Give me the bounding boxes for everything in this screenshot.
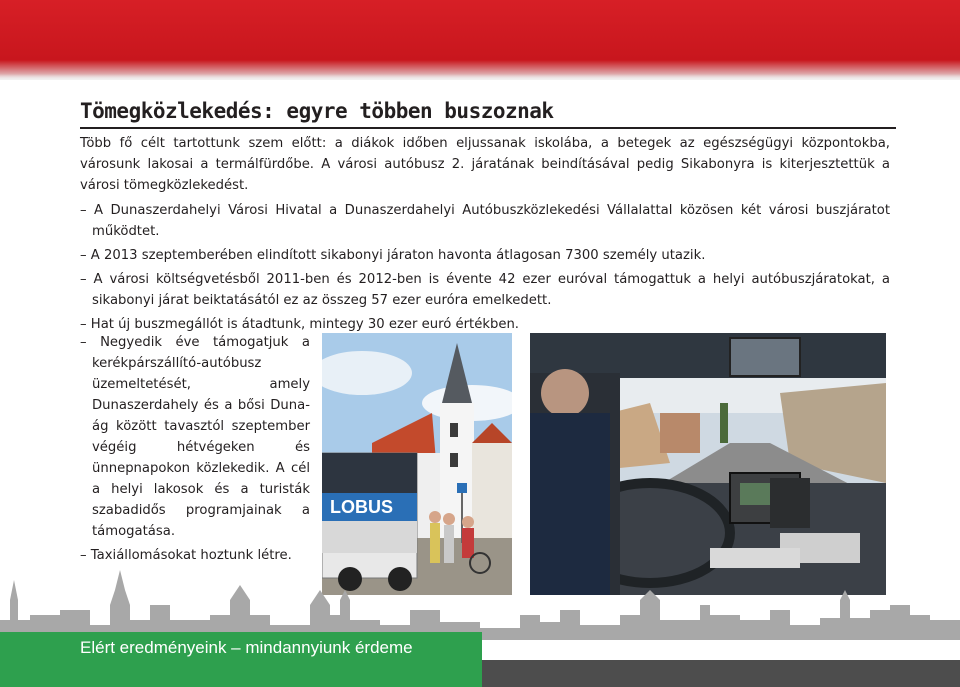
city-skyline	[0, 560, 960, 640]
photo-bus-driver	[530, 333, 886, 595]
bullet-item: – A 2013 szeptemberében elindított sikabonyi járaton havonta átlagosan 7300 személy utazik.	[80, 248, 706, 263]
driver-view-illustration	[530, 333, 886, 595]
bullet-list	[80, 200, 890, 338]
intro-paragraph: Több fő célt tartottunk szem előtt: a diákok időben eljussanak iskolába, a betegek az egészségügyi központokba, városunk lakosai a termálfürdőbe. A városi autóbusz 2. járatának beindításával pedig Sikabonyra is kiterjesztettük a városi tömegközlekedést.	[80, 136, 890, 193]
bullet-item: – Hat új buszmegállót is átadtunk, mintegy 30 ezer euró értékben.	[80, 317, 519, 332]
side-bullet-list	[80, 332, 310, 569]
footer-slogan: Elért eredményeink – mindannyiunk érdeme	[80, 638, 413, 657]
bullet-item: – A Dunaszerdahelyi Városi Hivatal a Dunaszerdahelyi Autóbuszközlekedési Vállalattal közösen két városi buszjáratot működtet.	[80, 203, 890, 239]
bullet-item: – A városi költségvetésből 2011-ben és 2012-ben is évente 42 ezer euróval támogattuk a helyi autóbuszjáratokat, a sikabonyi járat beiktatásától ez az összeg 57 ezer euróra emelkedett.	[80, 272, 890, 308]
side-bullet-item: – Taxiállomásokat hoztunk létre.	[80, 548, 292, 563]
bus-church-illustration	[322, 333, 512, 595]
photo-bus-church	[322, 333, 512, 595]
bus-text: LOBUS	[330, 497, 393, 517]
page-title: Tömegközlekedés: egyre többen buszoznak	[80, 99, 896, 129]
top-red-band	[0, 0, 960, 80]
side-bullet-item: – Negyedik éve támogatjuk a kerékpárszállító-autóbusz üzemeltetését, amely Dunaszerdahely és a bősi Duna-ág között tavasztól szeptember végéig hétvégeken és ünnepnapokon közlekedik. A cél a helyi lakosok és a turisták szabadidős programjainak a támogatása.	[80, 335, 310, 539]
footer-grey-band	[482, 660, 960, 687]
